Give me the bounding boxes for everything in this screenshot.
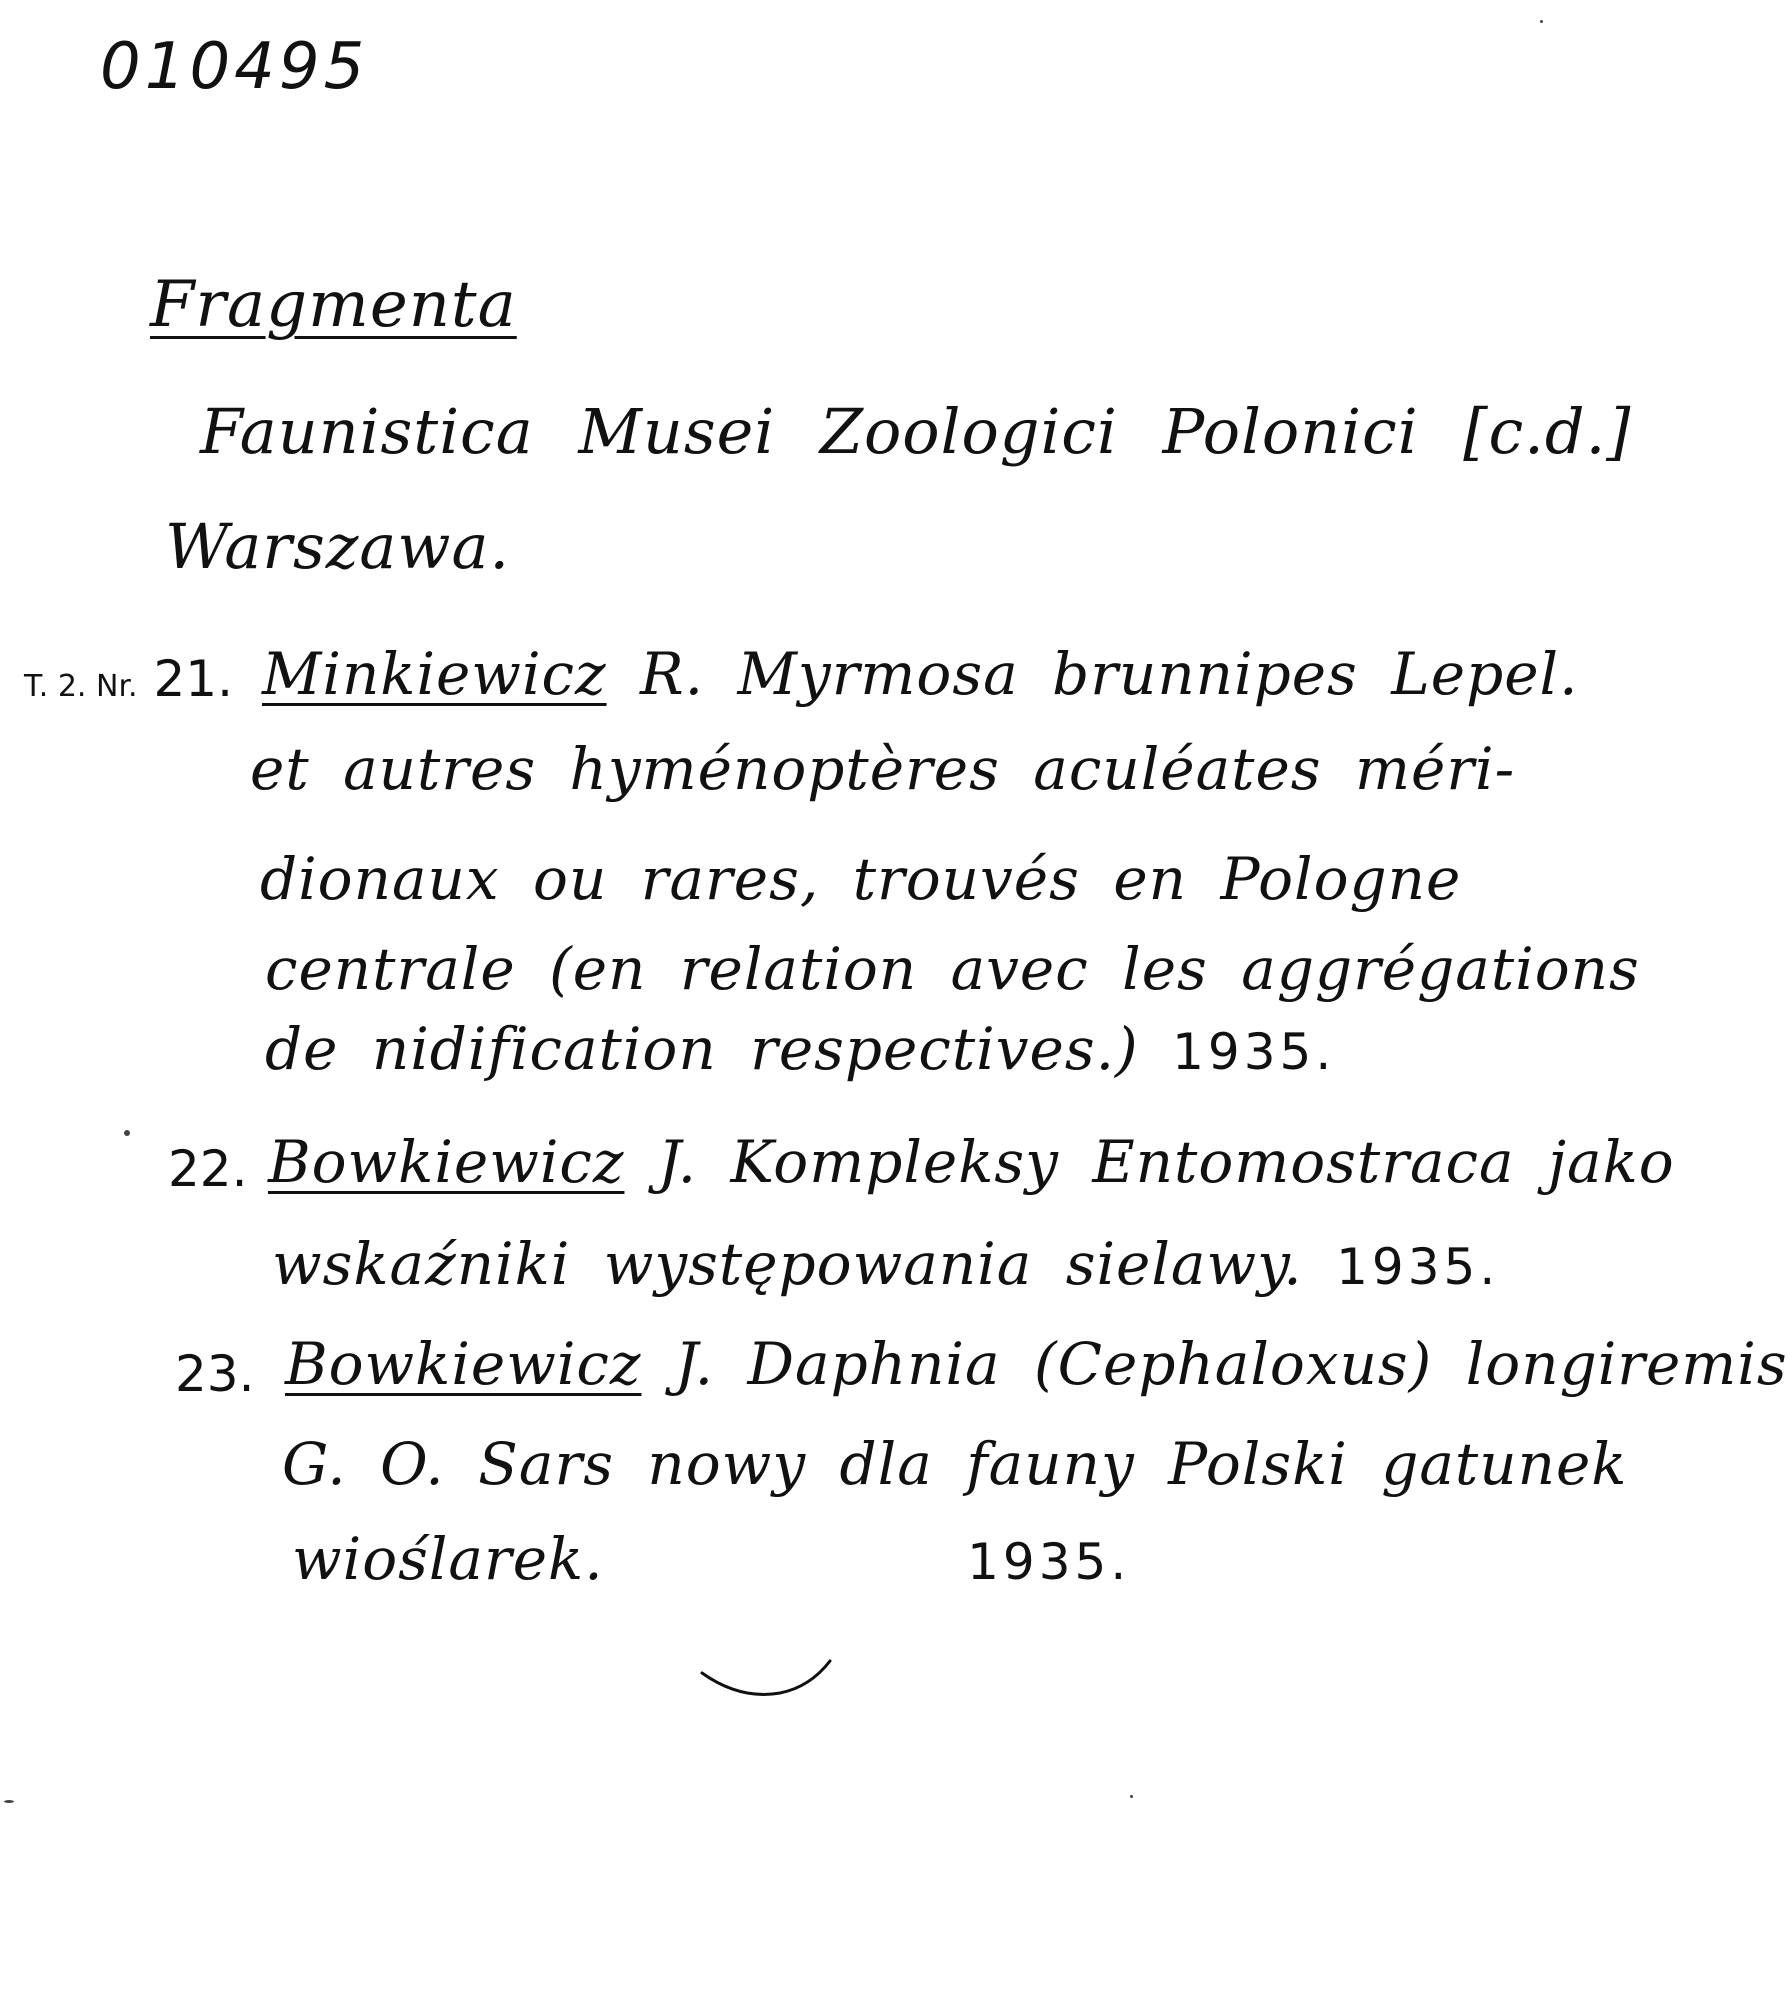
entry-23-year: 1935. [967,1533,1131,1591]
entry-22-number: 22. [168,1140,248,1198]
entry-23-line-1: Bowkiewicz J. Daphnia (Cephaloxus) longiremis [285,1330,1788,1398]
entry-22-line-1: Bowkiewicz J. Kompleksy Entomostraca jako [268,1128,1675,1196]
closing-swash [700,1655,840,1715]
entry-22-year: 1935. [1336,1238,1500,1296]
entry-22-line-2: wskaźniki występowania sielawy. 1935. [272,1230,1500,1298]
entry-21-author: Minkiewicz [262,640,607,708]
entry-23-line-3: wioślarek. 1935. [292,1525,1131,1593]
entry-21-line-3: dionaux ou rares, trouvés en Pologne [260,845,1462,913]
entry-23-line-2: G. O. Sars nowy dla fauny Polski gatunek [282,1430,1628,1498]
catalog-number: 010495 [100,30,369,104]
journal-place: Warszawa. [165,510,511,583]
journal-title: Fragmenta [150,268,517,342]
journal-subtitle: Faunistica Musei Zoologici Polonici [c.d.] [200,395,1632,468]
entry-23-number: 23. [175,1345,255,1403]
entry-21-line-5: de nidification respectives.) 1935. [265,1015,1336,1083]
entry-21-number: T. 2. Nr. 21. [24,650,233,708]
entry-21-line-2: et autres hyménoptères aculéates méri- [250,735,1516,803]
scan-speck [4,1800,14,1803]
scan-speck [1540,20,1543,23]
scan-speck [1130,1795,1133,1798]
entry-21-line-1: Minkiewicz R. Myrmosa brunnipes Lepel. [262,640,1579,708]
volume-label: T. 2. Nr. [24,669,138,704]
entry-21-year: 1935. [1172,1023,1336,1081]
scan-speck [124,1130,130,1136]
entry-22-author: Bowkiewicz [268,1128,625,1196]
entry-21-line-4: centrale (en relation avec les aggrégations [265,935,1640,1003]
entry-23-author: Bowkiewicz [285,1330,642,1398]
